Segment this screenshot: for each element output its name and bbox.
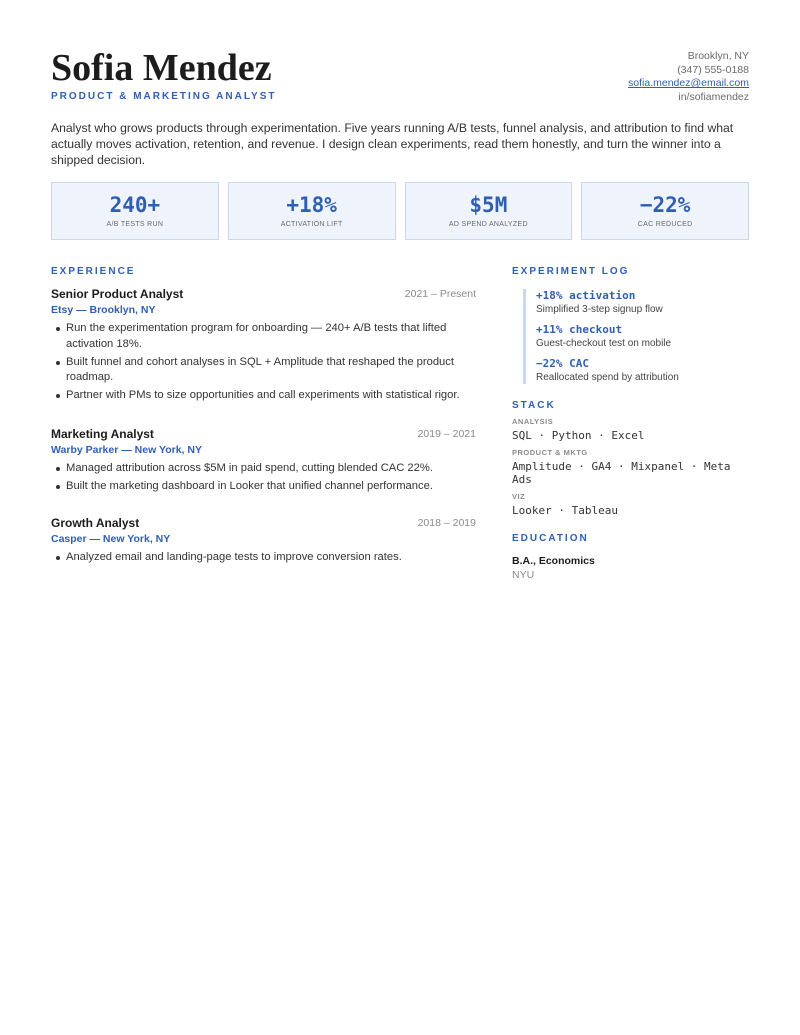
experiment-log-heading: EXPERIMENT LOG <box>512 266 630 277</box>
stack-list <box>512 417 749 517</box>
stat-value: 240+ <box>109 193 161 217</box>
experiment-result: +11% checkout <box>536 323 623 336</box>
experience-column <box>51 266 476 567</box>
stat-value: −22% <box>639 193 691 217</box>
candidate-name: Sofia Mendez <box>51 47 272 89</box>
stat-card <box>581 182 749 240</box>
resume-page <box>51 42 749 581</box>
job-entry <box>51 287 476 404</box>
job-bullet: Built funnel and cohort analyses in SQL + Amplitude that reshaped the product roadmap. <box>66 355 476 387</box>
contact-location: Brooklyn, NY <box>687 50 749 62</box>
experiment-result: −22% CAC <box>536 357 589 370</box>
job-company: Warby Parker — New York, NY <box>51 443 202 456</box>
job-title: Growth Analyst <box>51 515 140 530</box>
stat-card <box>228 182 396 240</box>
job-company: Casper — New York, NY <box>51 532 171 545</box>
experiment-log-item <box>536 357 749 384</box>
contact-block <box>628 50 749 104</box>
job-bullets <box>51 321 476 404</box>
stack-category: ANALYSIS <box>512 417 554 426</box>
job-bullet: Partner with PMs to size opportunities and call experiments with statistical rigor. <box>66 388 476 404</box>
job-bullets <box>51 550 476 566</box>
experiment-log-item <box>536 323 749 350</box>
stack-category: VIZ <box>512 492 526 501</box>
job-bullet: Analyzed email and landing-page tests to improve conversion rates. <box>66 550 476 566</box>
candidate-role: PRODUCT & MARKETING ANALYST <box>51 91 277 102</box>
stat-card <box>51 182 219 240</box>
job-bullet: Managed attribution across $5M in paid spend, cutting blended CAC 22%. <box>66 461 476 477</box>
stat-label: AD SPEND ANALYZED <box>448 221 528 228</box>
experiment-description: Guest-checkout test on mobile <box>536 338 672 349</box>
job-dates: 2021 – Present <box>404 288 476 300</box>
stack-items: Looker · Tableau <box>512 504 618 517</box>
stat-label: ACTIVATION LIFT <box>280 221 343 228</box>
job-dates: 2019 – 2021 <box>417 427 476 440</box>
experiment-log-item <box>536 289 749 316</box>
stack-heading: STACK <box>512 400 556 411</box>
job-entry <box>51 427 476 495</box>
stat-value: $5M <box>469 193 508 217</box>
job-entry <box>51 516 476 566</box>
summary-paragraph: Analyst who grows products through experimentation. Five years running A/B tests, funnel analysis, and attribution to find what actually moves activation, retention, and revenue. I design clean experiments, read them honestly, and turn the winner into a shipped decision. <box>51 121 734 167</box>
education-school: NYU <box>512 569 535 581</box>
stat-card <box>405 182 573 240</box>
experiment-description: Simplified 3-step signup flow <box>536 304 663 315</box>
job-title: Senior Product Analyst <box>51 287 184 301</box>
education-heading: EDUCATION <box>512 533 589 544</box>
job-company: Etsy — Brooklyn, NY <box>51 304 156 316</box>
experience-heading: EXPERIENCE <box>51 266 136 277</box>
stack-items: SQL · Python · Excel <box>512 429 645 442</box>
contact-phone: (347) 555-0188 <box>677 63 749 76</box>
job-bullet: Run the experimentation program for onboarding — 240+ A/B tests that lifted activation 18%. <box>66 321 476 353</box>
experiment-description: Reallocated spend by attribution <box>536 372 679 383</box>
resume-header <box>51 42 749 106</box>
stat-label: A/B TESTS RUN <box>106 221 164 228</box>
job-dates: 2018 – 2019 <box>417 516 476 529</box>
experiment-log <box>523 289 749 384</box>
experiment-result: +18% activation <box>536 289 636 302</box>
stats-row <box>51 182 749 240</box>
sidebar-column <box>512 266 749 581</box>
stack-category: PRODUCT & MKTG <box>512 448 588 457</box>
contact-linkedin: in/sofiamendez <box>678 90 749 103</box>
education-degree: B.A., Economics <box>512 555 595 567</box>
job-bullets <box>51 461 476 495</box>
contact-email-link[interactable]: sofia.mendez@email.com <box>628 77 749 89</box>
stack-items: Amplitude · GA4 · Mixpanel · Meta Ads <box>512 460 731 486</box>
job-title: Marketing Analyst <box>51 426 154 441</box>
job-bullet: Built the marketing dashboard in Looker that unified channel performance. <box>66 479 476 495</box>
stat-value: +18% <box>286 193 337 217</box>
stat-label: CAC REDUCED <box>637 221 693 228</box>
